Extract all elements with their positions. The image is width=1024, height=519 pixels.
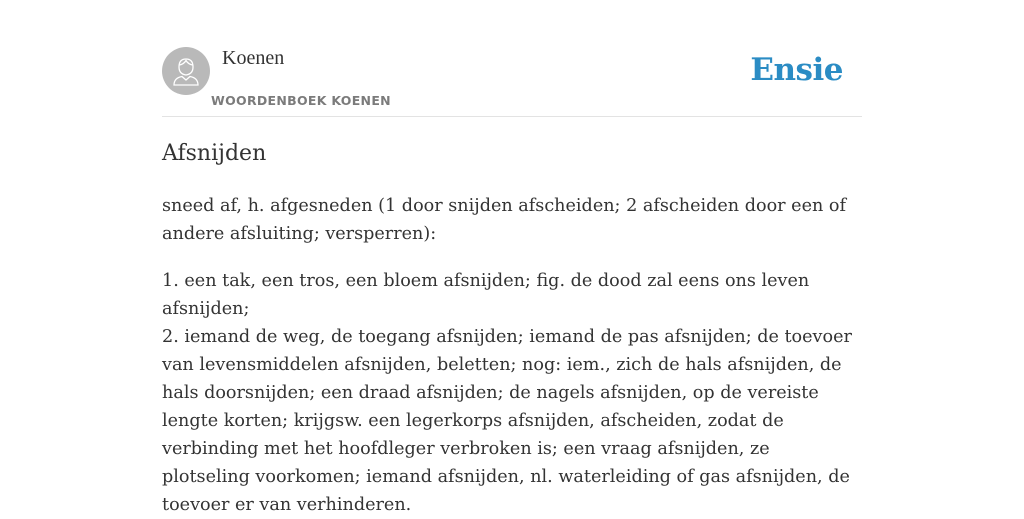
ensie-logo[interactable]: Ensie: [750, 52, 843, 88]
entry-title: Afsnijden: [162, 141, 267, 166]
definition-intro: sneed af, h. afgesneden (1 door snijden afscheiden; 2 afscheiden door een of andere afsluiting; versperren):: [162, 196, 847, 244]
dictionary-name[interactable]: WOORDENBOEK KOENEN: [211, 93, 391, 108]
definition-sense: 1. een tak, een tros, een bloem afsnijden; fig. de dood zal eens ons leven afsnijden;: [162, 271, 810, 319]
definition-sense: 2. iemand de weg, de toegang afsnijden; iemand de pas afsnijden; de toevoer van levensmiddelen afsnijden, beletten; nog: iem., zich de hals afsnijden, de hals doorsnijden; een draad afsnijden; de nagels afsnijden, op de vereiste lengte korten; krijgsw. een legerkorps afsnijden, afscheiden, zodat de verbinding met het hoofdleger verbroken is; een vraag afsnijden, ze plotseling voorkomen; iemand afsnijden, nl. waterleiding of gas afsnijden, de toevoer er van verhinderen.: [162, 327, 852, 515]
header: [162, 0, 862, 117]
definition: [162, 192, 862, 519]
avatar[interactable]: [162, 47, 210, 95]
page: [162, 0, 862, 515]
author-name[interactable]: Koenen: [222, 47, 285, 69]
user-silhouette-icon: [162, 47, 210, 95]
